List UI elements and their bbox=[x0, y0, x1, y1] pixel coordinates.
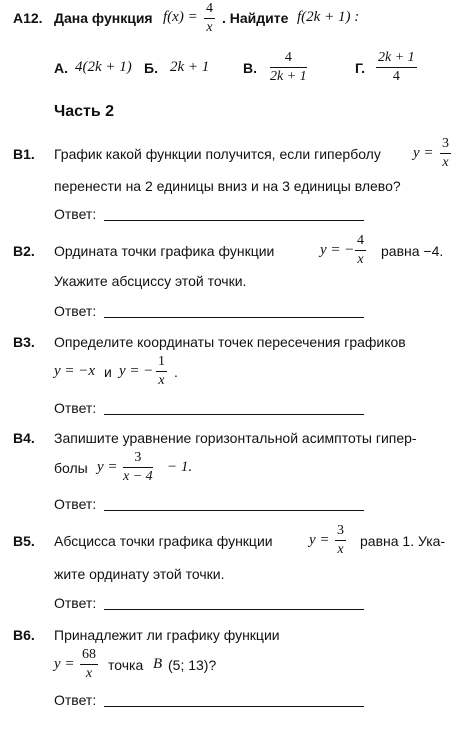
question-text: Ордината точки графика функции bbox=[54, 243, 275, 259]
fraction bbox=[440, 136, 451, 171]
question-number: B6. bbox=[13, 627, 35, 643]
point-name: B bbox=[153, 656, 163, 672]
equation: y = bbox=[97, 459, 118, 475]
fraction-denominator: 2k + 1 bbox=[270, 69, 307, 84]
fraction bbox=[80, 647, 98, 682]
answer-line[interactable] bbox=[104, 317, 364, 318]
section-title: Часть 2 bbox=[54, 103, 115, 120]
question-text: Определите координаты точек пересечения графиков bbox=[54, 334, 406, 350]
fraction bbox=[355, 233, 366, 268]
answer-label: Ответ: bbox=[54, 595, 97, 611]
answer-line[interactable] bbox=[104, 414, 364, 415]
equation: y = − bbox=[119, 363, 154, 379]
fraction-numerator: 4 bbox=[270, 50, 307, 68]
fraction-numerator: 2k + 1 bbox=[376, 50, 417, 68]
conjunction: и bbox=[104, 364, 112, 380]
fraction bbox=[335, 523, 346, 558]
fraction-numerator: 3 bbox=[123, 450, 153, 468]
question-text: болы bbox=[54, 460, 88, 476]
question-number: B1. bbox=[13, 146, 35, 162]
answer-label: Ответ: bbox=[54, 303, 97, 319]
equation: y = bbox=[413, 145, 434, 161]
target-expression: f(2k + 1) : bbox=[297, 9, 360, 25]
option-fraction bbox=[376, 50, 417, 85]
question-text-find: . Найдите bbox=[222, 10, 289, 26]
question-number: B2. bbox=[13, 243, 35, 259]
function-label: f(x) = bbox=[163, 9, 198, 25]
equation-tail: − 1. bbox=[167, 459, 193, 475]
option-label: Б. bbox=[144, 60, 158, 76]
fraction-denominator: x − 4 bbox=[123, 469, 153, 484]
punctuation: . bbox=[174, 364, 178, 380]
option-label: В. bbox=[243, 60, 257, 76]
option-label: Г. bbox=[355, 60, 366, 76]
answer-label: Ответ: bbox=[54, 692, 97, 708]
fraction-denominator: 4 bbox=[392, 69, 400, 84]
equation: y = bbox=[309, 532, 330, 548]
question-number: B3. bbox=[13, 334, 35, 350]
answer-line[interactable] bbox=[104, 609, 364, 610]
fraction bbox=[156, 354, 167, 389]
question-text: График какой функции получится, если гиперболу bbox=[54, 146, 381, 162]
fraction-denominator: x bbox=[206, 20, 213, 35]
equation: y = bbox=[54, 656, 75, 672]
fraction-numerator: 68 bbox=[80, 647, 98, 665]
question-text: равна −4. bbox=[381, 243, 444, 259]
fraction bbox=[123, 450, 153, 485]
question-text: жите ординату этой точки. bbox=[54, 566, 225, 582]
answer-label: Ответ: bbox=[54, 400, 97, 416]
fraction-numerator: 3 bbox=[440, 136, 451, 154]
equation: y = − bbox=[320, 242, 355, 258]
fraction-denominator: x bbox=[158, 373, 165, 388]
question-number: B4. bbox=[13, 430, 35, 446]
answer-label: Ответ: bbox=[54, 206, 97, 222]
answer-line[interactable] bbox=[104, 510, 364, 511]
question-text: перенести на 2 единицы вниз и на 3 единицы влево? bbox=[54, 178, 401, 194]
fraction-numerator: 4 bbox=[355, 233, 366, 251]
question-text: Укажите абсциссу этой точки. bbox=[54, 273, 247, 289]
fraction-denominator: x bbox=[85, 666, 93, 681]
answer-line[interactable] bbox=[104, 220, 364, 221]
question-text: Запишите уравнение горизонтальной асимптоты гипер- bbox=[54, 430, 417, 446]
question-text: Принадлежит ли графику функции bbox=[54, 627, 280, 643]
option-label: А. bbox=[54, 60, 68, 76]
fraction-denominator: x bbox=[442, 155, 449, 170]
question-text: точка bbox=[108, 657, 144, 673]
fraction-numerator: 3 bbox=[335, 523, 346, 541]
question-text: Дана функция bbox=[54, 10, 153, 26]
fraction bbox=[204, 1, 215, 36]
question-text: Абсцисса точки графика функции bbox=[54, 533, 273, 549]
option-value: 4(2k + 1) bbox=[75, 59, 132, 75]
fraction-denominator: x bbox=[357, 252, 364, 267]
fraction-numerator: 4 bbox=[204, 1, 215, 19]
option-fraction bbox=[270, 50, 307, 85]
fraction-numerator: 1 bbox=[156, 354, 167, 372]
equation: y = −x bbox=[54, 363, 96, 379]
point-coords: (5; 13)? bbox=[168, 657, 217, 673]
fraction-denominator: x bbox=[337, 542, 344, 557]
question-number: A12. bbox=[13, 10, 43, 26]
answer-line[interactable] bbox=[104, 706, 364, 707]
answer-label: Ответ: bbox=[54, 496, 97, 512]
option-value: 2k + 1 bbox=[170, 59, 210, 75]
question-number: B5. bbox=[13, 533, 35, 549]
question-text: равна 1. Ука- bbox=[360, 533, 446, 549]
